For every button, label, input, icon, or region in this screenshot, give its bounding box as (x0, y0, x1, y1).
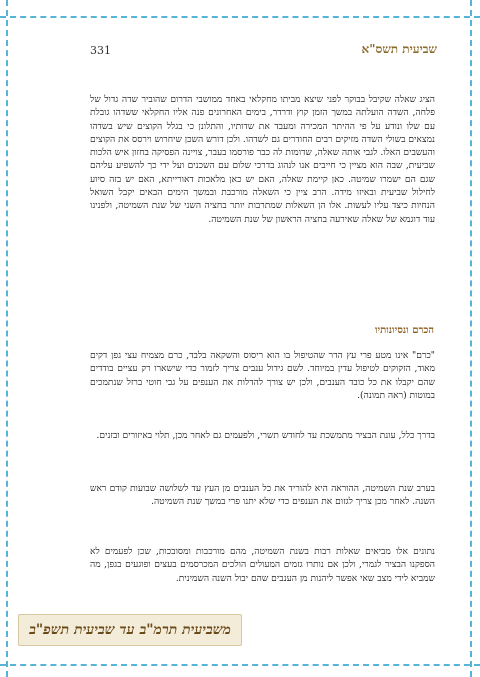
frame-bottom-dashed-border (0, 664, 480, 666)
document-page (40, 38, 440, 584)
frame-left-dashed-border (6, 0, 8, 677)
footer-banner-title: משביעית תרמ"ב עד שביעית תשפ"ב (29, 621, 231, 638)
footer-banner (18, 614, 242, 646)
page-number: 331 (90, 44, 111, 57)
frame-right-dashed-border (470, 0, 472, 677)
paragraph-vineyard: "כרם" אינו מטע פרי עץ הדר שהטיפול בו הוא ריסוס והשקאה בלבד, כרם מצמיח עצי גפן דקים מאוד, הזקוקים לטיפול עדין במיוחד. לשם גידול ענבים צריך לזמור כדי שישארו רק עציים בודדים שהם יקבלו את כל כובד הענבים, ולכן יש צורך להדלות את הענפים על גבי חוטי ברזל שנתמכים במוטות (ראה תמונה). (90, 351, 435, 401)
paragraph-intro: הציג שאלה שקיבל בבוקר לפני שיצא מביתו מחקלאי באחד ממושבי הדרום שהוביר שדה גדול של פלחה, השדה הועלתה במשך הזמן קוץ ודרדר, בימים האחרונים פנה אליו החקלאי ששדהו גובלת עם שלו ונודע על פי ההיתר המכירה ומעבד את שדותיו, והתלונן כי בגלל הקוצים שיש בשדהו נמצאים בשולי השדה מזיקים רבים החודרים גם לשדהו. ולכן דורש השכן שיחרוש וירסס את הקוצים והעשבים האלו. לגבי אותה שאלה, שדומות לה כבר פורסמו בעבר, צויינה הפסיקה בחזון איש הלכות שביעית, שבה הוא מציין כי חייבים אנו לנהוג בדרכי שלום עם השכנים ועל ידי כך להשפיע עליהם שגם הם ישמרו שמיטה. כאן קיימת שאלה, האם יש כאן מלאכות דאורייתא, האם יש בזה סיוע לחילול שביעית ובאיזו מידה. הרב ציין כי השאלה מורכבת ובמשך הימים הבאים יקבל השואל הנחיות כיצד עליו לעשות. אלו הן השאלות שמתרבות יותר בחציה השני של שנת השמיטה, ולפנינו עוד דוגמא של שאלה שאירעה בחציה הראשון של שנת השמיטה. (90, 95, 435, 225)
running-title: שביעית תשס"א (361, 42, 437, 56)
paragraph-questions: נתונים אלו מביאים שאלות רבות בשנת השמיטה, מהם מורכבות ומסובכות, שכן לפעמים לא הספקנו הבציר לגמרי, ולכן אם נותרו גזמים המעולים הולכים המכרסמים בעצים ופוגעים בגפן, מה שמביא לידי מצב שאי אפשר ליהנות מן הענבים שהם יבול השנה השמינית. (90, 547, 435, 584)
page-header (40, 38, 440, 62)
frame-top-dashed-border (0, 16, 480, 18)
paragraph-shmita-eve: בערב שנת השמיטה, ההוראה היא להוריד את כל הענבים מן העץ עד לשלושה שבועות קודם ראש השנה. לאחר מכן צריך לגזום את הענפים כדי שלא יתנו פרי במשך שנת השמיטה. (90, 484, 435, 508)
paragraph-harvest-season: בדרך כלל, עונת הבציר מתמשכת עד לחודש תשרי, ולפעמים גם לאחר מכן, תלוי באיזורים ובזנים. (96, 431, 435, 441)
section-heading: הכרם ונסיונותיו (374, 325, 434, 336)
